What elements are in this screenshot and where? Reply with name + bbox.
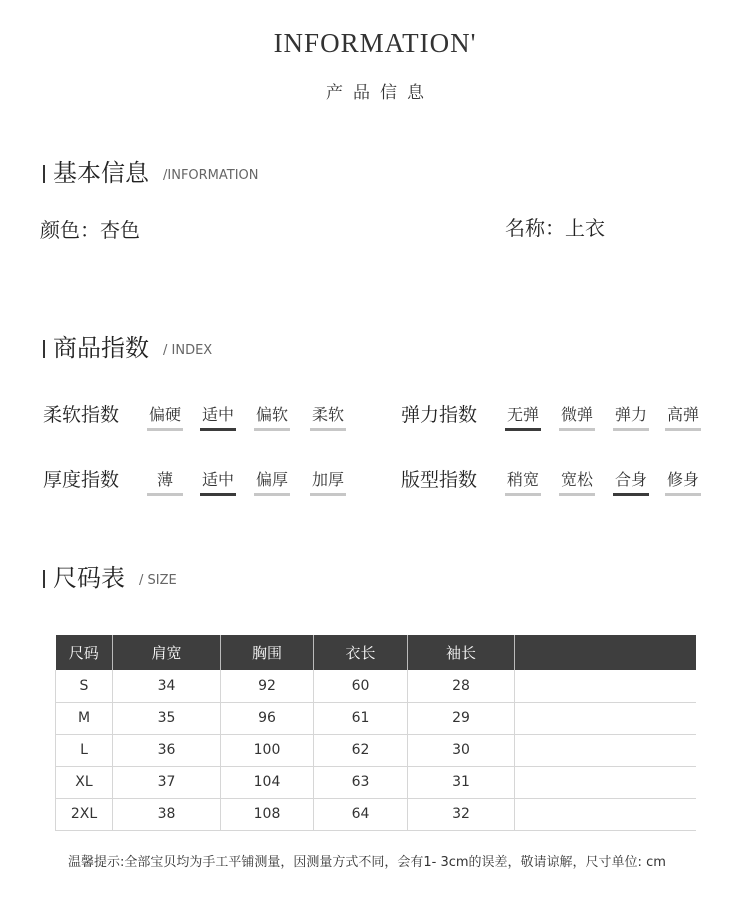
index-option-underline [613,493,649,496]
index-option-underline [147,428,183,431]
table-row [56,702,696,734]
table-cell [515,734,696,766]
index-option [254,467,290,496]
index-option-underline [147,493,183,496]
index-option-label: 偏厚 [255,470,288,489]
index-option-label: 薄 [156,470,173,489]
header-cell: 袖长 [408,635,515,670]
index-heading [43,333,212,363]
index-option-underline [613,428,649,431]
basic-info-title: 基本信息 [53,159,149,187]
index-option-underline [559,428,595,431]
color-field: 颜色：杏色 [40,218,140,242]
index-option-label: 柔软 [311,405,344,424]
table-cell: 100 [221,734,314,766]
table-cell [515,670,696,702]
table-cell: 30 [408,734,515,766]
table-cell: 2XL [56,798,113,830]
table-cell [515,702,696,734]
table-cell: XL [56,766,113,798]
basic-info-subtitle: /INFORMATION [163,168,259,183]
index-option-label: 加厚 [311,470,344,489]
index-option-label: 稍宽 [506,470,539,489]
index-label: 厚度指数 [43,469,120,491]
table-cell: 29 [408,702,515,734]
index-option-underline [310,493,346,496]
table-cell: S [56,670,113,702]
index-title: 商品指数 [53,334,149,362]
index-subtitle: / INDEX [163,343,213,358]
table-cell [515,798,696,830]
table-cell: M [56,702,113,734]
table-cell: 37 [113,766,221,798]
heading-bar [43,165,45,183]
size-heading [43,563,177,593]
header-cell: 尺码 [56,635,113,670]
index-option [200,402,236,431]
table-row [56,766,696,798]
index-option [665,467,701,496]
index-option [254,402,290,431]
size-title: 尺码表 [53,564,125,592]
basic-info-heading [43,158,259,188]
index-option-label: 弹力 [614,405,647,424]
index-option-label: 偏软 [255,405,288,424]
index-option [147,402,183,431]
table-cell: 38 [113,798,221,830]
index-option-underline [200,493,236,496]
name-field: 名称：上衣 [505,216,605,240]
table-cell: 61 [314,702,408,734]
page-title: INFORMATION' [273,28,477,58]
index-option-label: 微弹 [560,405,593,424]
table-row [56,670,696,702]
index-label: 版型指数 [401,469,478,491]
table-cell: 32 [408,798,515,830]
index-option [200,467,236,496]
index-option [505,402,541,431]
index-option-underline [505,428,541,431]
table-cell: 35 [113,702,221,734]
table-cell: 92 [221,670,314,702]
table-row [56,798,696,830]
heading-bar [43,570,45,588]
table-cell: 62 [314,734,408,766]
table-header-row [56,635,696,670]
table-cell: 108 [221,798,314,830]
index-label: 弹力指数 [401,404,478,426]
index-option [665,402,701,431]
table-cell: 34 [113,670,221,702]
table-row [56,734,696,766]
measurement-note: 温馨提示:全部宝贝均为手工平铺测量，因测量方式不同，会有1- 3cm的误差，敬请谅解，尺寸单位: cm [68,855,666,870]
index-option-underline [310,428,346,431]
table-cell: 64 [314,798,408,830]
table-cell: 31 [408,766,515,798]
index-option-label: 无弹 [506,405,539,424]
page-subtitle: 产品信息 [326,83,434,103]
table-cell: 36 [113,734,221,766]
header-cell: 胸围 [221,635,314,670]
index-option-underline [200,428,236,431]
index-option [613,402,649,431]
index-option [147,467,183,496]
index-option-underline [254,493,290,496]
header-cell: 肩宽 [113,635,221,670]
size-subtitle: / SIZE [139,573,177,588]
index-option-label: 适中 [201,405,234,424]
table-cell: 63 [314,766,408,798]
index-option [559,402,595,431]
index-option-label: 修身 [666,470,699,489]
size-table [55,635,696,831]
index-label: 柔软指数 [43,404,120,426]
table-cell: 104 [221,766,314,798]
header-cell [515,635,696,670]
index-option [613,467,649,496]
header-cell: 衣长 [314,635,408,670]
index-option-label: 适中 [201,470,234,489]
table-cell: L [56,734,113,766]
heading-bar [43,340,45,358]
index-option-label: 高弹 [666,405,699,424]
index-option-label: 宽松 [560,470,593,489]
index-option-underline [665,493,701,496]
index-option [310,467,346,496]
table-cell: 60 [314,670,408,702]
index-option-label: 偏硬 [148,405,181,424]
index-option-label: 合身 [614,470,647,489]
index-option-underline [505,493,541,496]
index-option-underline [254,428,290,431]
index-option-underline [665,428,701,431]
index-option [559,467,595,496]
table-cell: 28 [408,670,515,702]
index-option [310,402,346,431]
index-option-underline [559,493,595,496]
table-cell [515,766,696,798]
table-cell: 96 [221,702,314,734]
index-option [505,467,541,496]
